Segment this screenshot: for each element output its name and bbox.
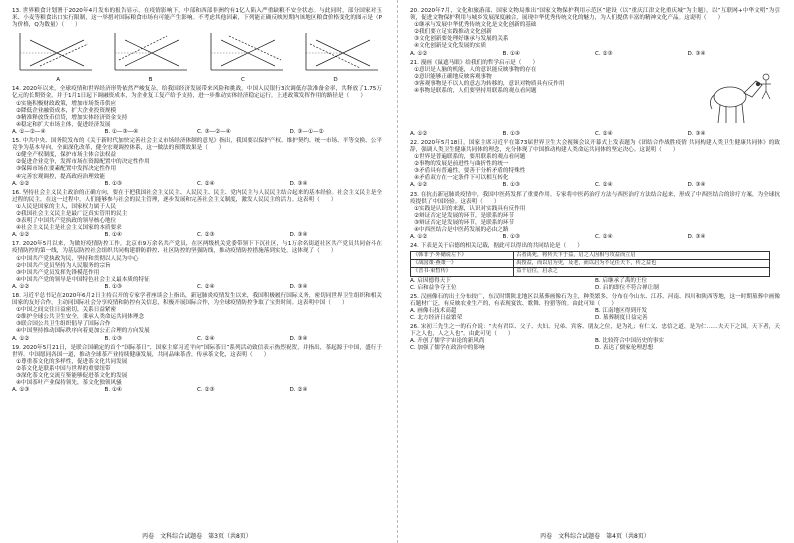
question-15 (12, 138, 382, 188)
table-cell-source: 《战国策·燕策一》 (411, 260, 514, 268)
graph-b (107, 30, 191, 76)
question-15-stem: 15. 中共中央、国务院发布的《关于新时代加快完善社会主义市场经济体制的意见》指出，我国要以保护产权、维护契约、统一市场、平等交换、公平竞争为基本导向，全面深化改革，健全宏观调控体系，这一做法的预期效果是（ ） (12, 138, 382, 152)
column-divider (397, 0, 398, 543)
question-17-item: ③中国共产党员发挥先锋模范作用 (16, 269, 100, 276)
graph-label-d: D (333, 77, 338, 84)
question-22-item: ②事物的发展是前进性与曲折性的统一 (414, 161, 509, 168)
question-21 (410, 60, 780, 138)
question-18-options (12, 336, 382, 343)
table-cell-text: 古者禹死，将传天下于益，启之人因相与攻益而立启 (514, 252, 770, 260)
question-14 (12, 86, 382, 136)
question-18-item: ②维护全球公共卫生安全，秉承人类命运共同体理念 (16, 314, 145, 321)
option-c[interactable]: C. ②④ (197, 180, 215, 187)
question-26 (410, 324, 780, 352)
question-23-item: ③辩证否定是发展的环节，是联系的环节 (414, 219, 515, 226)
question-23 (410, 192, 780, 242)
question-25-stem: 25. 汉画像石的出土分布较广，东汉时期陕北地区以墓葬画像石为主，种类繁多，分布在今山东、江苏、河南、四川和陕西等地，这一时期墓葬中画像石题材广泛，有反映农业生产的，有表现宴饮、歌舞、狩猎等的。由此可知（ ） (410, 293, 780, 307)
option-a[interactable]: A. ①② (410, 234, 428, 241)
question-22-item: ③矛盾具有普遍性，要善于分析矛盾的特殊性 (414, 168, 526, 175)
option-b[interactable]: B. 启继承了禹的王位 (595, 277, 648, 284)
option-b[interactable]: B. 江南地区得到开发 (595, 307, 648, 314)
question-16 (12, 190, 382, 240)
question-18-item: ④中国坚持推动国际秩序向着更加公正合理的方向发展 (16, 328, 150, 335)
table-row (411, 252, 770, 260)
question-15-item: ③保障市场在要素配置中发挥决定性作用 (16, 166, 117, 173)
option-b[interactable]: B. ①③ (104, 283, 122, 290)
question-16-item: ④社会主义民主是社会主义国家的本质要求 (16, 225, 122, 232)
option-a[interactable]: A. 启因德得天下 (410, 277, 451, 284)
option-a[interactable]: A. ①② (410, 50, 428, 57)
question-17-item: ①中国共产党执政为民，坚持和贯彻以人民为中心 (16, 255, 139, 262)
option-d[interactable]: D. 启的即位不符合禅让制 (595, 284, 659, 291)
question-22-options (410, 182, 780, 189)
question-17-item: ④中国共产党的领导是中国特色社会主义最本质的特征 (16, 276, 150, 283)
question-17-options (12, 284, 382, 291)
option-d[interactable]: D. ③—①—② (289, 128, 324, 135)
option-d[interactable]: D. ③④ (687, 50, 706, 57)
option-d[interactable]: D. ③④ (289, 180, 308, 187)
option-b[interactable]: B. ①④ (104, 387, 122, 394)
option-b[interactable]: B. 比较符合中国历史的事实 (595, 338, 664, 345)
question-22-item: ④矛盾双方在一定条件下可以相互转化 (414, 175, 509, 182)
question-20-options (410, 51, 780, 58)
question-21-stem: 21. 漫画《鼠遮马眼》给我们的哲学启示是（ ） (410, 59, 539, 66)
question-15-item: ①健全产权制度，保护市场主体合法权益 (16, 152, 117, 159)
option-c[interactable]: C. 北方经济日益繁荣 (410, 315, 463, 321)
question-20 (410, 8, 780, 58)
option-c[interactable]: C. ②③ (595, 50, 613, 57)
question-23-item: ②辩证否定是发展的环节，是联系的环节 (414, 212, 515, 219)
question-21-item: ②意识能够正确地反映客观事物 (414, 73, 492, 80)
option-b[interactable]: B. ①③ (502, 182, 520, 189)
table-row (411, 268, 770, 276)
option-a[interactable]: A. ①② (410, 130, 428, 137)
question-20-item: ②我们要立足实践推动文化创新 (414, 29, 492, 36)
question-16-item: ①人民是国家的主人，国家权力属于人民 (16, 203, 117, 210)
option-a[interactable]: A. ①② (410, 182, 428, 189)
question-18-item: ①中国之间交往日益密切，关系日益紧密 (16, 307, 117, 314)
question-19-item: ④中国茶叶产业保持领先，茶文化独领风骚 (16, 380, 122, 387)
option-d[interactable]: D. ③④ (289, 232, 308, 239)
right-column (410, 8, 780, 354)
question-20-item: ④文化创新是文化发展的实质 (414, 43, 487, 50)
graph-label-b: B (148, 77, 153, 84)
question-15-item: ④完善宏观调控，提高政府治理效能 (16, 173, 105, 180)
left-column (12, 8, 382, 396)
option-b[interactable]: B. ①③ (104, 180, 122, 187)
option-d[interactable]: D. 表达了儒家伦理思想 (595, 345, 654, 352)
option-c[interactable]: C. ②④ (595, 130, 613, 137)
option-c[interactable]: C. ②④ (197, 283, 215, 290)
option-c[interactable]: C. ②③ (197, 232, 215, 239)
question-19 (12, 345, 382, 395)
question-26-stem: 26. 宋初三先生之一的石介说：“夫有君臣、父子、夫妇、兄弟、宾客、朋友之位，是为礼；有仁义、忠信之道，是为仁……夫天下之国，天下者，天下之人也，人之人也”。由此可见（ ） (410, 324, 780, 338)
question-13-stem: 13. 世界粮食计划署于2020年4月发布的报告显示，在疫情影响下，中部和西部非洲约有1亿人陷入严重缺粮不安全状态。与此同时，部分国家对玉米、小麦等粮食出口实行限制，这一举措对国际粮食市场有可能产生影响。不考虑其他因素，下列能正确反映短期内该地区粮食价格变化的图示是（P为价格，Q为数量）（ ） (12, 8, 382, 29)
question-21-item: ③客观事物是不以人的意志为转移的，意识对物质具有反作用 (414, 80, 565, 87)
question-23-options (410, 234, 780, 241)
option-d[interactable]: D. ③④ (687, 182, 706, 189)
question-19-options (12, 387, 382, 394)
question-18-stem: 18. 习近平总书记在2020年6月2日主持召开的专家学者座谈会上指出，新冠肺炎疫情发生以来，我国积极履行国际义务，密切同世界卫生组织和相关国家的友好合作，主动同国际社会分享疫情和防控有关信息，积极开展国际合作，为全球疫情防控争取了宝贵时间。这表明中国（ ） (12, 293, 382, 307)
question-25-options (410, 308, 780, 322)
graph-labels (12, 77, 382, 84)
question-25 (410, 294, 780, 322)
table-cell-text: 禹授益，而以启为吏，及老，而以启为不足任天下，传之益也 (514, 260, 770, 268)
question-20-item: ①继承与发展中华优秀传统文化是文化创新的基础 (414, 22, 537, 29)
question-21-item: ①意识是人脑的机能，人的意识能反映事物的存在 (414, 66, 537, 73)
option-c[interactable]: C. ②④ (197, 335, 215, 342)
option-c[interactable]: C. ②③ (197, 387, 215, 394)
question-24 (410, 243, 780, 292)
option-c[interactable]: C. 加强了儒学在政治中的影响 (410, 345, 485, 352)
question-14-item: ①实施积极财政政策，增加市场货币供应 (16, 100, 117, 107)
graph-label-a: A (56, 77, 61, 84)
option-b[interactable]: B. ①④ (502, 50, 520, 57)
question-20-stem: 20. 2020年7月，文化和旅游部、国家文物局推出“国家文物保护利用示范区”建设（以“重庆江津文化重庆城”为主题），以“互联网+中华文明”为引领，促进文物保护利用与城乡发展深度融合，展现中华优秀传统文化的魅力，为人们提供丰富的精神文化产品。这说明（ ） (410, 8, 780, 22)
option-d[interactable]: D. ③④ (289, 283, 308, 290)
question-16-item: ③表明了中国共产党执政的领导核心地位 (16, 218, 117, 225)
question-14-item: ③精准释放货币信贷，增加实体经济资金支持 (16, 114, 128, 121)
option-b[interactable]: B. ①③ (502, 130, 520, 137)
option-d[interactable]: D. ③④ (687, 130, 706, 137)
option-d[interactable]: D. ②④ (289, 387, 308, 394)
option-b[interactable]: B. ①—③—④ (104, 128, 139, 135)
option-b[interactable]: B. ①④ (104, 232, 122, 239)
question-19-item: ①尊重茶文化的多样性，促进茶文化共同发展 (16, 358, 128, 365)
page-footer-left: 丙卷 文科综合试题卷 第3页（共8页） (142, 533, 252, 540)
option-d[interactable]: D. ③④ (289, 335, 308, 342)
question-23-item: ①实践是认识的来源，认识对实践具有反作用 (414, 205, 526, 212)
question-22-item: ①世界是普遍联系的，要用联系的观点看问题 (414, 154, 526, 161)
graph-d (298, 30, 382, 76)
graph-c (203, 30, 287, 76)
question-16-options (12, 232, 382, 239)
option-a[interactable]: A. ①② (12, 283, 30, 290)
table-cell-source: 《晋书·束晳传》 (411, 268, 514, 276)
option-a[interactable]: A. ①② (12, 335, 30, 342)
option-a[interactable]: A. 开创了儒学宇宙论的新风尚 (410, 338, 485, 345)
cartoon-mouse-blocking-horse-eye (706, 67, 776, 129)
table-cell-text: 益干启位，启杀之 (514, 268, 770, 276)
supply-demand-graphs (12, 30, 382, 76)
question-14-item: ④稳定和扩大市场主体，促进经济发展 (16, 121, 111, 128)
question-19-item: ③深化茶文化交流互鉴能够促进茶文化的发展 (16, 373, 128, 380)
question-18 (12, 293, 382, 343)
question-21-item: ④事物是联系的，人们要坚持用联系的观点看问题 (414, 88, 537, 95)
option-c[interactable]: C. ②④ (595, 234, 613, 241)
question-26-options (410, 338, 780, 352)
question-24-options (410, 278, 780, 292)
option-d[interactable]: D. ③④ (687, 234, 706, 241)
question-14-item: ②降低企业融资成本，扩大企业投资规模 (16, 107, 117, 114)
question-22-stem: 22. 2020年5月18日，国家主席习近平在第73届世界卫生大会视频会议开幕式上发表题为《团结合作战胜疫情 共同构建人类卫生健康共同体》的致辞，强调人类卫生健康共同体的理念，充分体现了中国推动构建人类命运共同体的坚定决心。这说明（ ） (410, 139, 780, 153)
question-17-item: ②中国共产党员坚持为人民服务的宗旨 (16, 262, 111, 269)
option-a[interactable]: A. 画像石技术高超 (410, 307, 457, 314)
question-14-options (12, 129, 382, 136)
question-22 (410, 140, 780, 190)
option-a[interactable]: A. ①② (12, 180, 30, 187)
question-20-item: ③文化创新要处理好继承与发展的关系 (414, 36, 509, 43)
question-15-options (12, 181, 382, 188)
option-c[interactable]: C. 启和益争夺王位 (410, 284, 457, 291)
question-16-item: ②我国社会主义民主是最广泛真实管用的民主 (16, 210, 128, 217)
question-19-item: ②茶文化是联系中国与世界的重要纽带 (16, 365, 111, 372)
page-footer-right: 丙卷 文科综合试题卷 第4页（共8页） (540, 533, 650, 540)
question-24-table (410, 251, 770, 276)
option-a[interactable]: A. ①—②—④ (12, 128, 46, 135)
question-23-item: ④中西医结合是中医药发展的必由之路 (414, 226, 509, 233)
question-23-stem: 23. 在抗击新冠肺炎疫情中，我国中医药发挥了重要作用。专家将中医药治疗方法与西医治疗方法结合起来，形成了中西医结合的诊疗方案，为全球抗疫提供了中国经验。这表明（ ） (410, 191, 780, 205)
graph-a (12, 30, 96, 76)
option-c[interactable]: C. ②④ (595, 182, 613, 189)
question-19-stem: 19. 2020年5月21日，是联合国确定的首个“国际茶日”，国家主席习近平向“国际茶日”系列活动致信表示热烈祝贺，并指出，茶起源于中国，盛行于世界。中国愿同各国一道，推动全球茶产业持续健康发展，共同品味茶香，传承茶文化，这表明（ ） (12, 344, 382, 358)
question-16-stem: 16. 坚持社会主义民主政治的正确方向，要在于把我国社会主义民主、人民民主、民主、党内民主与人民民主结合起来的基本经验。社会主义民主是全过程的民主，在这一过程中，人们能够参与社会的民主管理，逐步发展和完善社会主义制度，激发人民民主的活力。这表明（ ） (12, 189, 382, 203)
option-b[interactable]: B. ①③ (104, 335, 122, 342)
option-a[interactable]: A. ①② (12, 232, 30, 239)
question-14-stem: 14. 2020年以来，全球疫情和世界经济形势依然严峻复杂，给我国经济发展带来风险和挑战。中国人民银行3次调低存款准备金率，共释放了1.75万亿元的长期资金，并于1月1日起下调融资成本，为企业复工复产给予支持，进一步推动实体经济稳定运行。上述政策发挥作用的路径是（ ） (12, 86, 382, 100)
question-18-item: ③联合国公共卫生组织倡导了国际合作 (16, 321, 111, 328)
option-a[interactable]: A. ①③ (12, 387, 30, 394)
question-13 (12, 8, 382, 84)
question-24-stem: 24. 下表是关于启德的相关记载，据此可以得出的共同结论是（ ） (410, 243, 583, 250)
table-cell-source: 《韩非子·外储说左下》 (411, 252, 514, 260)
question-15-item: ②促进企业竞争，发挥市场在资源配置中的决定性作用 (16, 159, 150, 166)
option-d[interactable]: D. 墓葬制度日益完善 (595, 315, 648, 321)
question-17 (12, 241, 382, 291)
question-21-options (410, 131, 780, 138)
option-c[interactable]: C. ③—②—④ (197, 128, 231, 135)
table-row (411, 260, 770, 268)
question-17-stem: 17. 2020年5月以来，为做好疫情防控工作，北京市9万余名共产党员，在区两级机关党委带领下下沉社区，与1万余名街道社区共产党员共同奋斗在疫情防控的第一线，为基层防控社会组织共同构建群防群控、社区防控的坚强防线，推动疫情防控措施落到实处。这体现了（ ） (12, 241, 382, 255)
option-b[interactable]: B. ①③ (502, 234, 520, 241)
graph-label-c: C (240, 77, 245, 84)
